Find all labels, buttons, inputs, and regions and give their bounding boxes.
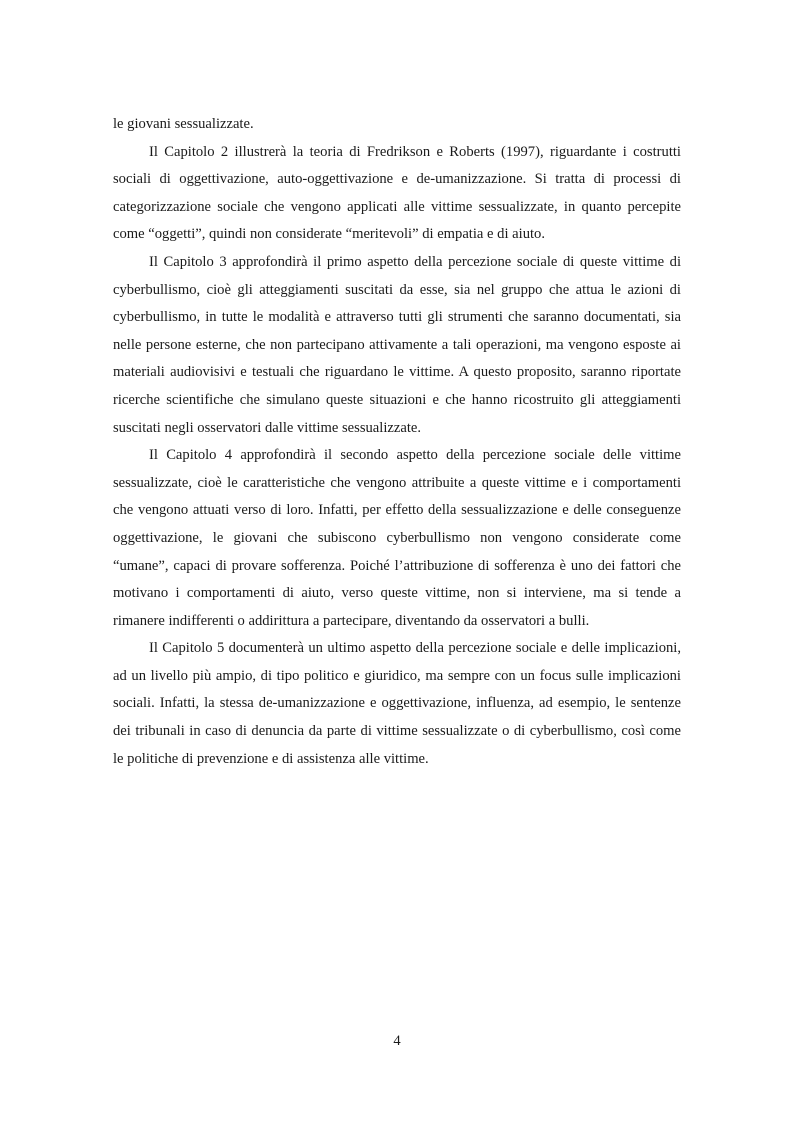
body-text — [113, 111, 681, 773]
paragraph-chapter-2: Il Capitolo 2 illustrerà la teoria di Fredrikson e Roberts (1997), riguardante i costrutti sociali di oggettivazione, auto-oggettivazione e de-umanizzazione. Si tratta di processi di categorizzazione sociale che vengono applicati alle vittime sessualizzate, in quanto percepite come “oggetti”, quindi non considerate “meritevoli” di empatia e di aiuto. — [113, 143, 681, 243]
paragraph-chapter-5: Il Capitolo 5 documenterà un ultimo aspetto della percezione sociale e delle implicazioni, ad un livello più ampio, di tipo politico e giuridico, ma sempre con un focus sulle implicazioni sociali. Infatti, la stessa de-umanizzazione e oggettivazione, influenza, ad esempio, le sentenze dei tribunali in caso di denuncia da parte di vittime sessualizzate o di cyberbullismo, così come le politiche di prevenzione e di assistenza alle vittime. — [113, 640, 681, 767]
paragraph-continuation: le giovani sessualizzate. — [113, 116, 254, 132]
page-number: 4 — [393, 1033, 401, 1049]
paragraph-chapter-3: Il Capitolo 3 approfondirà il primo aspetto della percezione sociale di queste vittime di cyberbullismo, cioè gli atteggiamenti suscitati da esse, sia nel gruppo che attua le azioni di cyberbullismo, in tutte le modalità e attraverso tutti gli strumenti che saranno documentati, sia nelle persone esterne, che non partecipano attivamente a tali operazioni, ma vengono esposte ai materiali audiovisivi e testuali che riguardano le vittime. A questo proposito, saranno riportate ricerche scientifiche che simulano queste situazioni e che hanno ricostruito gli atteggiamenti suscitati negli osservatori dalle vittime sessualizzate. — [113, 253, 681, 436]
paragraph-chapter-4: Il Capitolo 4 approfondirà il secondo aspetto della percezione sociale delle vittime sessualizzate, cioè le caratteristiche che vengono attribuite a queste vittime e i comportamenti che vengono attuati verso di loro. Infatti, per effetto della sessualizzazione e delle conseguenze oggettivazione, le giovani che subiscono cyberbullismo non vengono considerate come “umane”, capaci di provare sofferenza. Poiché l’attribuzione di sofferenza è uno dei fattori che motivano i comportamenti di aiuto, verso queste vittime, non si interviene, ma si tende a rimanere indifferenti o addirittura a partecipare, diventando da osservatori a bulli. — [113, 447, 681, 629]
